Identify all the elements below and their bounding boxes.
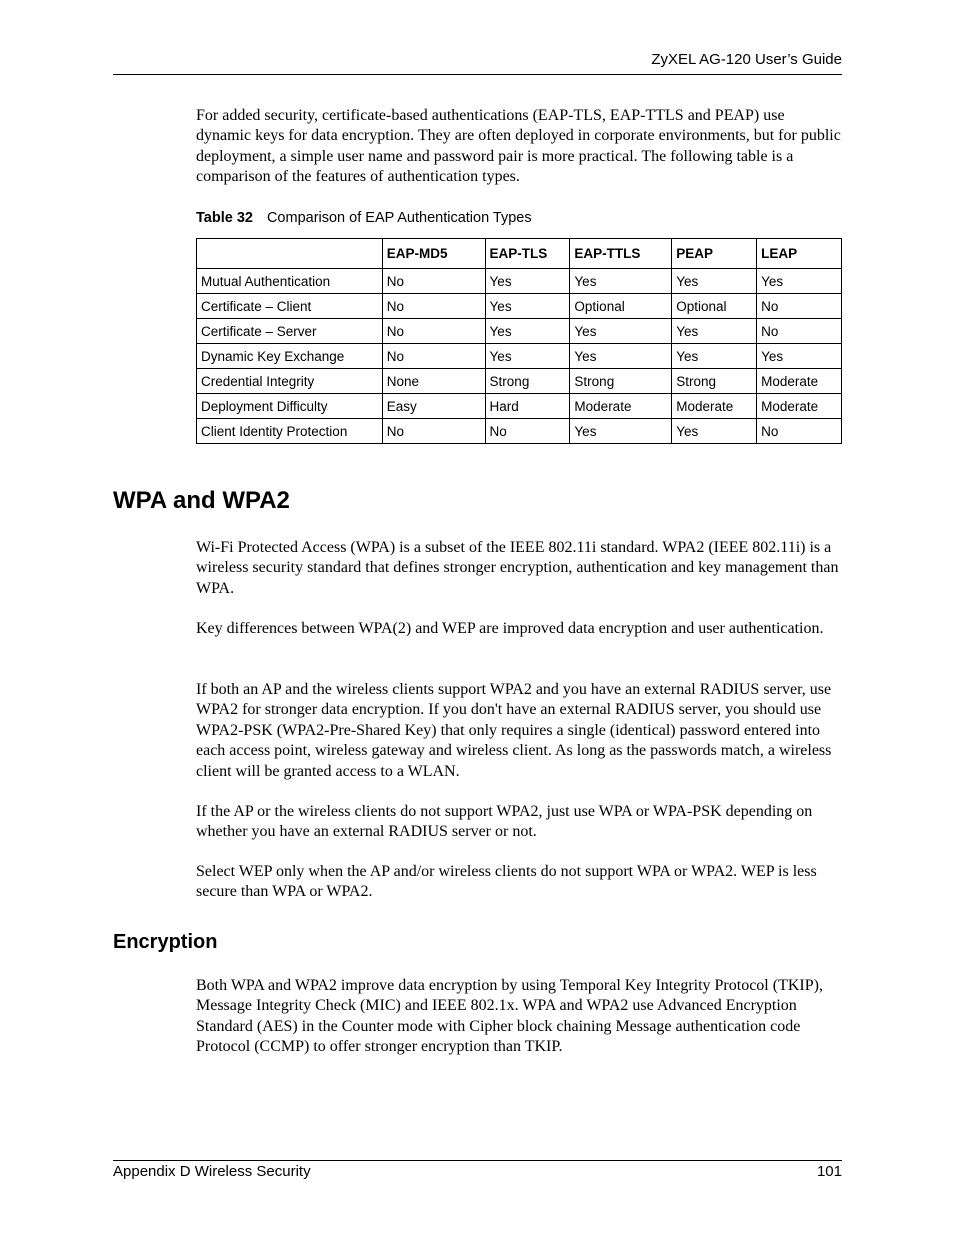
table-cell: Moderate: [757, 394, 842, 419]
wpa-paragraph-2-block: [196, 619, 842, 639]
table-row: [197, 419, 842, 444]
table-cell: Yes: [672, 269, 757, 294]
eap-comparison-table: [196, 238, 842, 444]
table-cell: Strong: [485, 369, 570, 394]
table-caption: [196, 208, 532, 228]
table-cell: Certificate – Server: [197, 319, 383, 344]
table-cell: None: [382, 369, 485, 394]
encryption-section-heading: Encryption: [113, 931, 218, 953]
table-cell: Moderate: [757, 369, 842, 394]
table-row: [197, 294, 842, 319]
table-cell: Yes: [757, 344, 842, 369]
table-cell: Strong: [672, 369, 757, 394]
table-row: [197, 344, 842, 369]
intro-section: [196, 106, 842, 188]
intro-paragraph: For added security, certificate-based authentications (EAP-TLS, EAP-TTLS and PEAP) use dynamic keys for data encryption. They are often deployed in corporate environments, but for public deployment, a simple user name and password pair is more practical. The following table is a comparison of the features of authentication types.: [196, 107, 841, 186]
table-cell: No: [757, 294, 842, 319]
page-header: [113, 50, 842, 75]
footer-section-title: Appendix D Wireless Security: [113, 1163, 311, 1180]
page-footer: [113, 1160, 842, 1180]
table-cell: Yes: [570, 269, 672, 294]
table-cell: Yes: [485, 319, 570, 344]
wpa-paragraph-3-block: [196, 680, 842, 782]
table-cell: Yes: [757, 269, 842, 294]
table-cell: Deployment Difficulty: [197, 394, 383, 419]
table-row: [197, 394, 842, 419]
table-cell: Yes: [672, 419, 757, 444]
table-cell: No: [485, 419, 570, 444]
table-cell: No: [382, 319, 485, 344]
table-cell: Optional: [570, 294, 672, 319]
table-cell: Dynamic Key Exchange: [197, 344, 383, 369]
guide-title: ZyXEL AG-120 User’s Guide: [651, 51, 842, 68]
table-header-row: [197, 239, 842, 269]
table-cell: Easy: [382, 394, 485, 419]
table-header-cell: EAP-TTLS: [570, 239, 672, 269]
table-cell: Yes: [672, 344, 757, 369]
table-header-cell: [197, 239, 383, 269]
table-cell: Optional: [672, 294, 757, 319]
table-row: [197, 369, 842, 394]
table-cell: Yes: [570, 344, 672, 369]
table-header-cell: EAP-MD5: [382, 239, 485, 269]
table-caption-label: Table 32: [196, 210, 253, 226]
table-cell: Yes: [485, 269, 570, 294]
table-cell: Client Identity Protection: [197, 419, 383, 444]
table-cell: No: [382, 344, 485, 369]
encryption-paragraph-block: [196, 976, 842, 1058]
table-cell: Moderate: [570, 394, 672, 419]
table-row: [197, 269, 842, 294]
table-cell: Moderate: [672, 394, 757, 419]
table-row: [197, 319, 842, 344]
table-cell: Yes: [570, 319, 672, 344]
table-cell: No: [382, 294, 485, 319]
table-header-cell: EAP-TLS: [485, 239, 570, 269]
table-cell: Yes: [485, 344, 570, 369]
table-cell: No: [757, 419, 842, 444]
table-cell: Yes: [672, 319, 757, 344]
wpa-section-heading: WPA and WPA2: [113, 487, 290, 514]
table-cell: No: [382, 269, 485, 294]
table-cell: Yes: [570, 419, 672, 444]
table-cell: No: [382, 419, 485, 444]
wpa-paragraph: Select WEP only when the AP and/or wireless clients do not support WPA or WPA2. WEP is less secure than WPA or WPA2.: [196, 863, 817, 901]
table-cell: Yes: [485, 294, 570, 319]
table-cell: Mutual Authentication: [197, 269, 383, 294]
table-header-cell: LEAP: [757, 239, 842, 269]
table-header-cell: PEAP: [672, 239, 757, 269]
table-cell: No: [757, 319, 842, 344]
wpa-paragraph-4-block: [196, 802, 842, 843]
wpa-paragraph-5-block: [196, 862, 842, 903]
wpa-paragraph: Wi-Fi Protected Access (WPA) is a subset of the IEEE 802.11i standard. WPA2 (IEEE 802.11i) is a wireless security standard that defines stronger encryption, authentication and key management than WPA.: [196, 539, 839, 597]
wpa-paragraph: Key differences between WPA(2) and WEP are improved data encryption and user authentication.: [196, 620, 824, 637]
table-cell: Hard: [485, 394, 570, 419]
wpa-paragraph-1-block: [196, 538, 842, 599]
encryption-paragraph: Both WPA and WPA2 improve data encryption by using Temporal Key Integrity Protocol (TKIP), Message Integrity Check (MIC) and IEEE 802.1x. WPA and WPA2 use Advanced Encryption Standard (AES) in the Counter mode with Cipher block chaining Message authentication code Protocol (CCMP) to offer stronger encryption than TKIP.: [196, 977, 823, 1056]
table-caption-text: Comparison of EAP Authentication Types: [266, 210, 532, 226]
table-cell: Certificate – Client: [197, 294, 383, 319]
wpa-paragraph: If both an AP and the wireless clients support WPA2 and you have an external RADIUS server, use WPA2 for stronger data encryption. If you don't have an external RADIUS server, you should use WPA2-PSK (WPA2-Pre-Shared Key) that only requires a single (identical) password entered into each access point, wireless gateway and wireless client. As long as the passwords match, a wireless client will be granted access to a WLAN.: [196, 681, 832, 780]
table-cell: Credential Integrity: [197, 369, 383, 394]
table-cell: Strong: [570, 369, 672, 394]
wpa-paragraph: If the AP or the wireless clients do not support WPA2, just use WPA or WPA-PSK depending on whether you have an external RADIUS server or not.: [196, 803, 813, 841]
page-number: 101: [816, 1163, 842, 1180]
